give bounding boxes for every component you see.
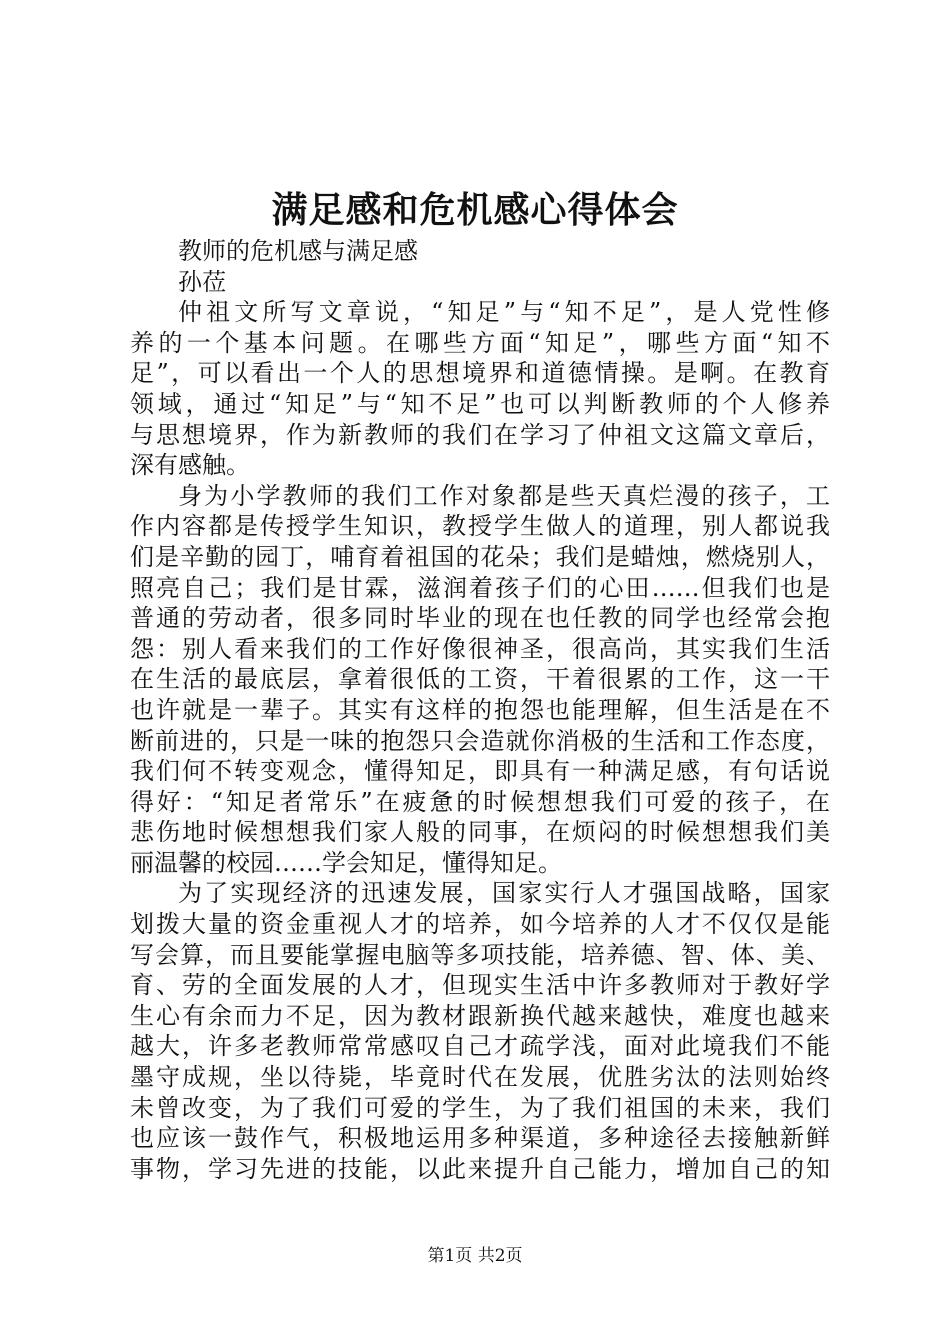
paragraph-line: 育、劳的全面发展的人才，但现实生活中许多教师对于教好学	[130, 971, 830, 1000]
paragraph-line: 我们何不转变观念，懂得知足，即具有一种满足感，有句话说	[130, 757, 830, 786]
paragraph-line: 们是辛勤的园丁，哺育着祖国的花朵；我们是蜡烛，燃烧别人，	[130, 542, 830, 571]
paragraph-line: 事物，学习先进的技能，以此来提升自己能力，增加自己的知	[130, 1154, 830, 1183]
document-body	[130, 236, 830, 1184]
paragraph-line: 深有感触。	[130, 451, 250, 480]
paragraph-line: 丽温馨的校园……学会知足，懂得知足。	[130, 848, 562, 877]
paragraph-line: 仲祖文所写文章说，“知足”与“知不足”，是人党性修	[178, 298, 830, 327]
paragraph-line: 断前进的，只是一味的抱怨只会造就你消极的生活和工作态度，	[130, 726, 830, 755]
paragraph-line: 照亮自己；我们是甘霖，滋润着孩子们的心田……但我们也是	[130, 573, 830, 602]
page-title: 满足感和危机感心得体会	[271, 189, 679, 231]
paragraph-line: 也应该一鼓作气，积极地运用多种渠道，多种途径去接触新鲜	[130, 1124, 830, 1153]
paragraph-line: 得好：“知足者常乐”在疲惫的时候想想我们可爱的孩子，在	[130, 787, 830, 816]
paragraph-line: 普通的劳动者，很多同时毕业的现在也任教的同学也经常会抱	[130, 604, 830, 633]
paragraph-line: 划拨大量的资金重视人才的培养，如今培养的人才不仅仅是能	[130, 910, 830, 939]
paragraph-line: 写会算，而且要能掌握电脑等多项技能，培养德、智、体、美、	[130, 940, 830, 969]
paragraph-line: 领域，通过“知足”与“知不足”也可以判断教师的个人修养	[130, 389, 830, 418]
paragraph-line: 生心有余而力不足，因为教材跟新换代越来越快，难度也越来	[130, 1001, 830, 1030]
paragraph-line: 墨守成规，坐以待毙，毕竟时代在发展，优胜劣汰的法则始终	[130, 1063, 830, 1092]
paragraph-1	[130, 297, 830, 481]
paragraph-line: 在生活的最底层，拿着很低的工资，干着很累的工作，这一干	[130, 665, 830, 694]
paragraph-line: 未曾改变，为了我们可爱的学生，为了我们祖国的未来，我们	[130, 1093, 830, 1122]
author: 孙莅	[178, 267, 226, 296]
paragraph-2	[130, 481, 830, 879]
paragraph-line: 也许就是一辈子。其实有这样的抱怨也能理解，但生活是在不	[130, 695, 830, 724]
paragraph-3	[130, 878, 830, 1184]
paragraph-line: 越大，许多老教师常常感叹自己才疏学浅，面对此境我们不能	[130, 1032, 830, 1061]
paragraph-line: 作内容都是传授学生知识，教授学生做人的道理，别人都说我	[130, 512, 830, 541]
paragraph-line: 养的一个基本问题。在哪些方面“知足”，哪些方面“知不	[130, 328, 830, 357]
paragraph-line: 与思想境界，作为新教师的我们在学习了仲祖文这篇文章后，	[130, 420, 830, 449]
paragraph-line: 身为小学教师的我们工作对象都是些天真烂漫的孩子，工	[178, 481, 830, 510]
page-number: 第1页 共2页	[427, 1246, 523, 1266]
paragraph-line: 悲伤地时候想想我们家人般的同事，在烦闷的时候想想我们美	[130, 818, 830, 847]
paragraph-line: 足”，可以看出一个人的思想境界和道德情操。是啊。在教育	[130, 359, 830, 388]
paragraph-line: 怨：别人看来我们的工作好像很神圣，很高尚，其实我们生活	[130, 634, 830, 663]
subtitle: 教师的危机感与满足感	[178, 237, 418, 265]
paragraph-line: 为了实现经济的迅速发展，国家实行人才强国战略，国家	[178, 879, 830, 908]
